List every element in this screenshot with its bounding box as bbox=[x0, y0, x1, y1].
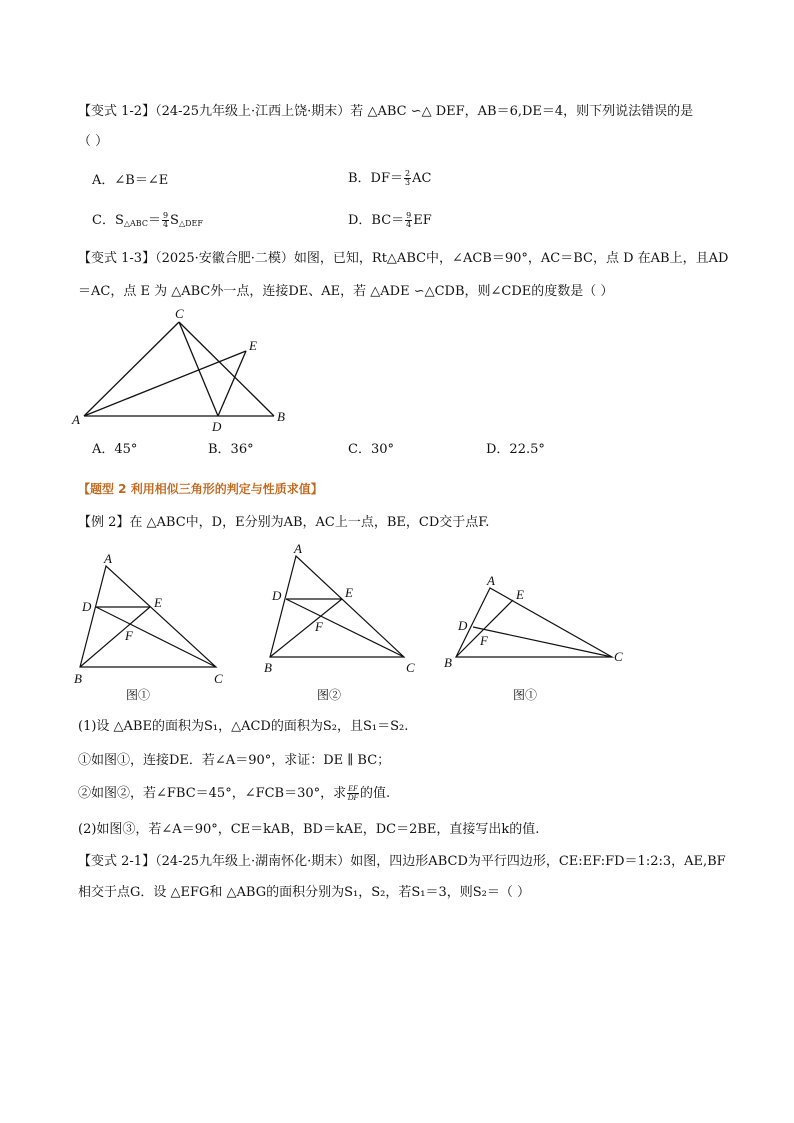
ex2-part1b-fraction bbox=[347, 785, 359, 802]
label-d: D bbox=[212, 419, 222, 434]
fig3-label-c: C bbox=[614, 649, 623, 664]
fig2-segment-be bbox=[270, 599, 342, 657]
fig1-label-d: D bbox=[82, 599, 92, 614]
fig3-label-b: B bbox=[444, 655, 452, 670]
fig3-label-d: D bbox=[458, 618, 468, 633]
fig2-label-d: D bbox=[272, 588, 282, 603]
fig1-caption: 图① bbox=[126, 688, 151, 702]
frac-numerator: 9 bbox=[406, 211, 412, 220]
fig2-caption: 图② bbox=[317, 688, 342, 702]
fig1-label-b: B bbox=[74, 671, 82, 686]
frac-numerator: 9 bbox=[162, 211, 169, 220]
ex2-part1a: ①如图①，连接DE．若∠A＝90°，求证：DE ∥ BC； bbox=[78, 753, 391, 768]
fig1-segment-dc bbox=[96, 607, 216, 667]
fig2-label-f: F bbox=[315, 619, 323, 634]
ex2-part1: (1)设 △ABE的面积为S₁，△ACD的面积为S₂，且S₁＝S₂. bbox=[78, 719, 409, 734]
q13-option-a: A．45° bbox=[92, 442, 138, 457]
label-a: A bbox=[72, 412, 80, 427]
ex2-intro: 【例 2】在 △ABC中，D，E分别为AB，AC上一点，BE，CD交于点F. bbox=[78, 515, 490, 530]
fig2-label-e: E bbox=[345, 585, 353, 600]
fig3-label-e: E bbox=[516, 587, 524, 602]
fig2-label-c: C bbox=[406, 660, 415, 675]
q12-stem-line1: 【变式 1-2】（24-25九年级上·江西上饶·期末）若 △ABC ∽△ DEF，AB＝6,DE＝4，则下列说法错误的是 bbox=[78, 104, 694, 119]
q21-stem-line1: 【变式 2-1】（24-25九年级上·湖南怀化·期末）如图，四边形ABCD为平行四边形，CE:EF:FD＝1:2:3，AE,BF bbox=[78, 854, 726, 869]
q13-option-b: B．36° bbox=[208, 442, 254, 457]
ex2-part1b-suffix: 的值. bbox=[359, 786, 391, 801]
q12-option-d-prefix: D．BC＝ bbox=[348, 213, 405, 228]
label-b: B bbox=[277, 409, 285, 424]
fig1-label-a: A bbox=[104, 551, 112, 566]
frac-numerator: 2 bbox=[405, 169, 411, 178]
q13-option-c: C．30° bbox=[348, 442, 394, 457]
ex2-part1b bbox=[78, 785, 390, 803]
q13-stem-line2: ＝AC，点 E 为 △ABC外一点，连接DE、AE，若 △ADE ∽△CDB，则∠CDE的度数是（ ） bbox=[78, 284, 614, 299]
fig3-label-a: A bbox=[487, 573, 495, 588]
type2-header: 【题型 2 利用相似三角形的判定与性质求值】 bbox=[78, 482, 323, 496]
label-c: C bbox=[175, 306, 184, 321]
q12-option-d-suffix: EF bbox=[413, 213, 432, 228]
fig3-label-f: F bbox=[480, 633, 488, 648]
fig2-label-b: B bbox=[264, 660, 272, 675]
q12-sub-abc: △ABC bbox=[123, 219, 148, 228]
q12-option-c-prefix: C．S bbox=[92, 213, 124, 228]
label-e: E bbox=[249, 338, 257, 353]
ex2-part1b-prefix: ②如图②，若∠FBC＝45°，∠FCB＝30°，求 bbox=[78, 786, 347, 801]
q13-stem-line1: 【变式 1-3】（2025·安徽合肥·二模）如图，已知，Rt△ABC中，∠ACB＝90°，AC＝BC，点 D 在AB上，且AD bbox=[78, 251, 729, 266]
fig3-segment-dc bbox=[473, 627, 612, 657]
fig1-label-f: F bbox=[125, 628, 133, 643]
q12-stem-line2: （ ） bbox=[78, 134, 109, 149]
q13-option-d: D．22.5° bbox=[486, 442, 545, 457]
fig1-triangle bbox=[80, 566, 216, 667]
frac-denominator: 3 bbox=[405, 178, 411, 187]
fig2-label-a: A bbox=[294, 541, 302, 556]
ex2-part2: (2)如图③，若∠A＝90°，CE＝kAB，BD＝kAE，DC＝2BE，直接写出k的值. bbox=[78, 822, 540, 837]
q21-stem-line2: 相交于点G．设 △EFG和 △ABG的面积分别为S₁，S₂，若S₁＝3，则S₂＝（ ） bbox=[78, 885, 530, 900]
q12-option-a: A．∠B＝∠E bbox=[92, 173, 169, 188]
q12-option-c-mid: S bbox=[170, 213, 179, 228]
q12-option-b-prefix: B．DF＝ bbox=[348, 171, 403, 186]
fig2-segment-dc bbox=[286, 599, 404, 657]
fig2-triangle bbox=[270, 556, 404, 657]
frac-denominator: 4 bbox=[406, 220, 412, 229]
q12-option-b-suffix: AC bbox=[412, 171, 432, 186]
q12-sub-def: △DEF bbox=[178, 219, 203, 228]
frac-numerator: EF bbox=[348, 784, 358, 793]
fig1-label-c: C bbox=[214, 671, 223, 686]
q12-eq: ＝ bbox=[147, 213, 161, 228]
fig3-caption: 图① bbox=[513, 688, 538, 702]
frac-denominator: 4 bbox=[162, 220, 169, 229]
fig1-label-e: E bbox=[154, 595, 162, 610]
frac-denominator: DF bbox=[347, 793, 359, 802]
